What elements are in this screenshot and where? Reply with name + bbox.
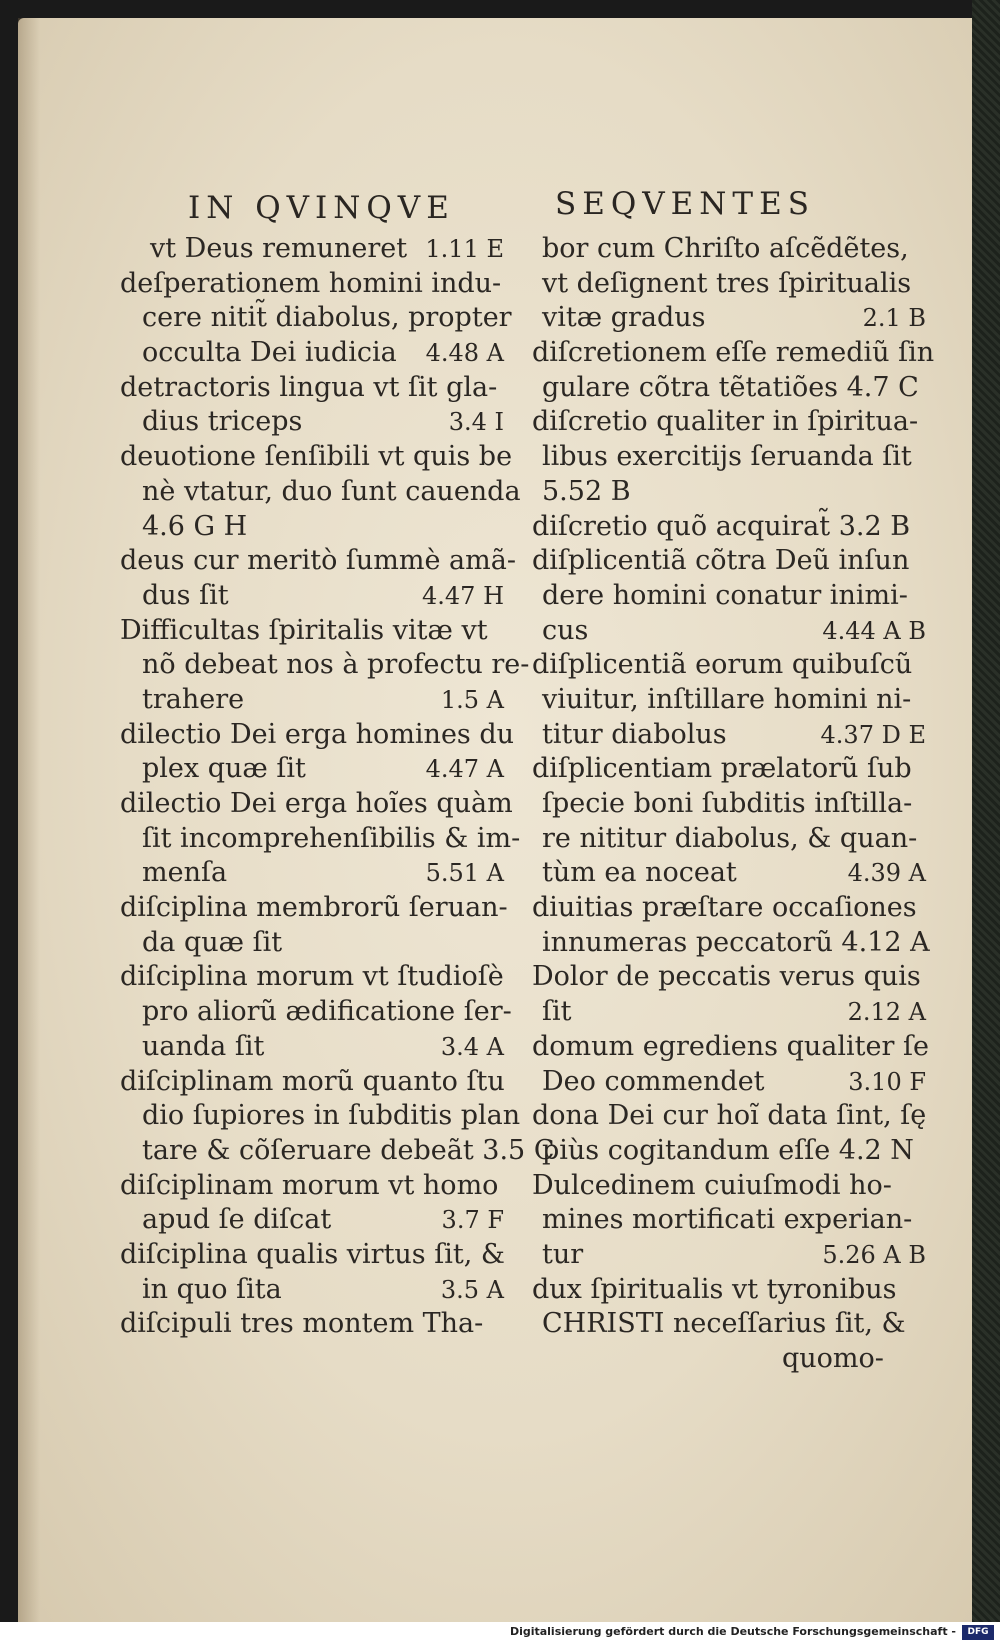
page-gutter-shadow	[18, 18, 40, 1628]
index-line	[532, 1134, 932, 1169]
index-entry-text: tùm ea noceat	[542, 857, 737, 889]
index-entry-text: dux ſpiritualis vt tyronibus	[532, 1273, 897, 1305]
index-line	[120, 683, 510, 718]
index-line	[120, 1065, 510, 1100]
index-entry-text: titur diabolus	[542, 718, 727, 750]
index-line	[532, 1065, 932, 1100]
index-line	[120, 232, 510, 267]
index-entry-text: deus cur meritò ſummè amã-	[120, 545, 516, 577]
index-entry-text: plex quæ ſit	[142, 753, 306, 785]
index-line	[120, 1203, 510, 1238]
index-entry-text: Dolor de peccatis verus quis	[532, 961, 921, 993]
index-entry-text: cere nitit̃ diabolus, propter	[142, 302, 512, 334]
index-line	[120, 336, 510, 371]
index-column-right	[532, 232, 935, 1377]
index-line	[120, 822, 521, 857]
index-entry-text: cus	[542, 614, 589, 646]
index-entry-text: ſpecie boni ſubditis inſtilla-	[542, 788, 913, 819]
index-entry-ref: 3.10 F	[848, 1067, 926, 1096]
index-line	[120, 579, 510, 614]
index-entry-text: nõ debeat nos à profectu re-	[142, 649, 530, 681]
running-head-right: SEQVENTES	[555, 186, 815, 222]
index-line	[532, 752, 932, 787]
index-line	[120, 960, 510, 995]
index-line	[532, 371, 932, 406]
index-entry-text: ſit incomprehenſibilis & im-	[142, 822, 521, 854]
binding-edge	[972, 0, 1000, 1644]
index-line	[120, 718, 515, 753]
index-line	[120, 475, 521, 510]
index-line	[120, 787, 513, 822]
index-entry-text: menſa	[142, 857, 228, 889]
index-entry-text: vt deſignent tres ſpiritualis	[542, 267, 912, 299]
index-entry-ref: 3.4 I	[448, 408, 504, 437]
index-line	[532, 232, 932, 267]
index-entry-text: bor cum Chriſto aſcẽdẽtes,	[542, 233, 909, 264]
index-line	[532, 440, 932, 475]
index-line	[120, 1099, 521, 1134]
index-line	[120, 1030, 510, 1065]
index-entry-text: quomo-	[782, 1343, 884, 1374]
index-entry-text: detractoris lingua vt ſit gla-	[120, 371, 498, 403]
index-entry-ref: 4.44 A B	[822, 616, 926, 645]
index-line	[532, 1099, 932, 1134]
index-entry-text: nè vtatur, duo ſunt cauenda	[142, 475, 521, 507]
index-line	[532, 405, 932, 440]
running-head-left: IN QVINQVE	[188, 190, 455, 226]
index-line	[120, 891, 510, 926]
index-entry-text: 5.52 B	[542, 475, 631, 507]
index-entry-text: domum egrediens qualiter ſe	[532, 1030, 929, 1062]
index-line	[120, 544, 516, 579]
index-line	[120, 371, 510, 406]
index-entry-text: pro aliorũ ædificatione ſer-	[142, 996, 512, 1028]
index-entry-ref: 4.39 A	[847, 859, 926, 888]
index-entry-text: dona Dei cur hoĩ data ſint, ſę	[532, 1100, 927, 1132]
index-entry-ref: 2.1 B	[862, 304, 926, 333]
index-entry-text: Deo commendet	[542, 1065, 765, 1097]
index-line	[532, 614, 932, 649]
index-entry-text: ſit	[542, 996, 572, 1028]
index-line	[532, 1169, 932, 1204]
index-entry-text: libus exercitijs ſeruanda ſit	[542, 441, 912, 473]
index-entry-text: diſcretio quõ acquirat̃ 3.2 B	[532, 510, 911, 542]
index-entry-ref: 4.37 D E	[820, 720, 926, 749]
index-entry-text: diſciplinam morũ quanto ſtu	[120, 1065, 505, 1097]
index-entry-text: dere homini conatur inimi-	[542, 579, 908, 611]
index-line	[532, 1342, 932, 1377]
index-entry-text: diſplicentiã eorum quibuſcũ	[532, 649, 913, 681]
index-line	[532, 822, 932, 857]
index-entry-text: diſciplina membrorũ ſeruan-	[120, 892, 508, 924]
index-entry-text: diſciplina qualis virtus ſit, &	[120, 1238, 505, 1270]
index-entry-ref: 2.12 A	[847, 998, 926, 1027]
index-line	[532, 267, 932, 302]
index-line	[532, 544, 932, 579]
index-entry-text: re nititur diabolus, & quan-	[542, 822, 918, 854]
index-entry-ref: 5.26 A B	[822, 1240, 926, 1269]
index-line	[532, 1238, 932, 1273]
index-line	[120, 405, 510, 440]
index-line	[120, 995, 510, 1030]
index-line	[532, 891, 932, 926]
index-entry-text: deuotione ſenſibili vt quis be	[120, 441, 513, 473]
index-entry-text: dius triceps	[142, 406, 303, 438]
index-entry-text: gulare cõtra tẽtatiões 4.7 C	[542, 371, 919, 403]
index-entry-ref: 4.47 A	[425, 755, 504, 784]
index-entry-ref: 5.51 A	[425, 859, 504, 888]
index-entry-text: tare & cõſeruare debeãt 3.5 C	[142, 1134, 555, 1166]
index-line	[532, 301, 932, 336]
index-entry-text: occulta Dei iudicia	[142, 337, 397, 369]
index-line	[120, 510, 510, 545]
index-line	[120, 648, 530, 683]
index-entry-text: diſciplina morum vt ſtudioſè	[120, 961, 504, 993]
index-entry-ref: 3.5 A	[440, 1275, 504, 1304]
index-entry-text: dilectio Dei erga hoĩes quàm	[120, 788, 513, 819]
index-line	[120, 267, 510, 302]
index-line	[532, 510, 932, 545]
index-entry-ref: 4.47 H	[422, 581, 504, 610]
index-entry-text: da quæ ſit	[142, 926, 283, 958]
index-line	[532, 1203, 932, 1238]
index-entry-ref: 4.48 A	[425, 339, 504, 368]
index-line	[532, 856, 932, 891]
index-entry-text: diuitias præſtare occaſiones	[532, 892, 917, 924]
index-entry-ref: 1.11 E	[425, 235, 504, 263]
index-entry-text: viuitur, inſtillare homini ni-	[542, 683, 912, 715]
index-line	[120, 1273, 510, 1308]
index-entry-text: diſplicentiam prælatorũ ſub	[532, 753, 912, 785]
index-entry-text: diſplicentiã cõtra Deũ inſun	[532, 545, 910, 577]
index-line	[532, 1307, 932, 1342]
index-line	[532, 1273, 932, 1308]
footer-bar	[0, 1622, 1000, 1644]
index-entry-text: dus ſit	[142, 579, 229, 611]
index-entry-text: diſcipuli tres montem Tha-	[120, 1308, 484, 1340]
index-line	[120, 1238, 510, 1273]
index-line	[532, 995, 932, 1030]
index-entry-text: dio ſupiores in ſubditis plan	[142, 1100, 521, 1132]
index-line	[120, 856, 510, 891]
index-entry-text: innumeras peccatorũ 4.12 A	[542, 926, 930, 958]
index-line	[532, 960, 932, 995]
index-line	[532, 475, 932, 510]
index-entry-text: 4.6 G H	[142, 510, 248, 542]
index-line	[120, 1307, 510, 1342]
index-entry-text: vitæ gradus	[542, 302, 706, 334]
index-entry-text: mines mortificati experian-	[542, 1204, 913, 1236]
index-entry-text: CHRISTI neceſſarius ſit, &	[542, 1308, 906, 1340]
index-line	[532, 683, 932, 718]
index-entry-text: vt Deus remuneret	[150, 233, 408, 264]
index-entry-text: diſcretionem eſſe remediũ ſin	[532, 337, 935, 369]
index-line	[532, 648, 932, 683]
index-entry-text: dilectio Dei erga homines du	[120, 718, 515, 750]
index-entry-text: diſcretio qualiter in ſpiritua-	[532, 406, 919, 438]
index-line	[120, 926, 510, 961]
index-line	[532, 926, 932, 961]
index-line	[532, 718, 932, 753]
index-entry-ref: 3.4 A	[440, 1032, 504, 1061]
index-line	[120, 301, 510, 336]
index-entry-text: diſciplinam morum vt homo	[120, 1169, 499, 1201]
index-line	[120, 440, 513, 475]
index-entry-text: tur	[542, 1238, 584, 1270]
index-entry-text: apud ſe diſcat	[142, 1204, 332, 1236]
index-entry-text: Dulcedinem cuiuſmodi ho-	[532, 1169, 892, 1201]
index-line	[120, 614, 510, 649]
index-entry-text: deſperationem homini indu-	[120, 267, 502, 299]
index-entry-ref: 3.7 F	[441, 1206, 504, 1235]
index-entry-text: uanda ſit	[142, 1030, 265, 1062]
footer-credit: Digitalisierung gefördert durch die Deutsche Forschungsgemeinschaft -	[509, 1625, 956, 1638]
index-entry-text: Difficultas ſpiritalis vitæ vt	[120, 614, 488, 646]
index-entry-ref: 1.5 A	[440, 685, 504, 714]
index-entry-text: piùs cogitandum eſſe 4.2 N	[542, 1134, 914, 1166]
index-line	[120, 1169, 510, 1204]
index-line	[532, 579, 932, 614]
index-entry-text: trahere	[142, 683, 245, 715]
dfg-logo: DFG	[962, 1625, 994, 1640]
index-column-left	[120, 232, 555, 1342]
index-line	[532, 1030, 932, 1065]
index-line	[120, 752, 510, 787]
index-entry-text: in quo ſita	[142, 1273, 282, 1305]
index-line	[120, 1134, 555, 1169]
index-line	[532, 787, 932, 822]
index-line	[532, 336, 935, 371]
